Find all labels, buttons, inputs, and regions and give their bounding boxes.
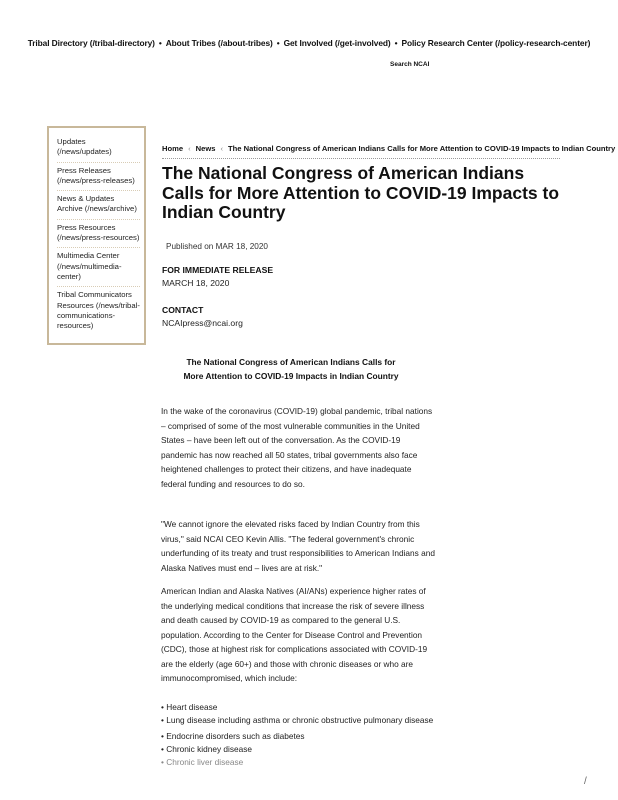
nav-separator: • xyxy=(394,38,398,48)
subhead-line: The National Congress of American Indians Calls for xyxy=(186,357,396,367)
release-date: MARCH 18, 2020 xyxy=(162,278,230,288)
nav-link-get-involved[interactable]: Get Involved (/get-involved) xyxy=(283,38,391,48)
list-item: • Chronic liver disease xyxy=(161,757,244,767)
sidebar-item-archive[interactable]: News & Updates Archive (/news/archive) xyxy=(57,191,140,220)
article-paragraph: In the wake of the coronavirus (COVID-19) global pandemic, tribal nations – comprised of some of the most vulnerable communities in the United States – have been left out of the conversation. As the COVID-19 pandemic has now reached all 50 states, tribal governments also face heightened challenges to protect their citizens, and have inadequate federal funding and resources to do so. xyxy=(161,406,433,489)
breadcrumb-home[interactable]: Home xyxy=(162,144,184,153)
article-subhead xyxy=(160,355,422,383)
release-label: FOR IMMEDIATE RELEASE xyxy=(162,265,274,275)
chevron-left-icon: ‹ xyxy=(220,144,224,153)
sidebar-item-multimedia-center[interactable]: Multimedia Center (/news/multimedia-center) xyxy=(57,248,140,287)
list-item: • Lung disease including asthma or chronic obstructive pulmonary disease xyxy=(161,715,434,725)
sidebar-item-tribal-communicators[interactable]: Tribal Communicators Resources (/news/tribal-communications-resources) xyxy=(57,290,140,331)
nav-separator: • xyxy=(158,38,162,48)
search-ncai-link[interactable]: Search NCAI xyxy=(390,61,430,68)
breadcrumb xyxy=(162,144,616,159)
article-paragraph: "We cannot ignore the elevated risks faced by Indian Country from this virus," said NCAI CEO Kevin Allis. "The federal government's chronic underfunding of its treaty and trust responsibilities to American Indians and Alaska Natives must end – lives are at risk." xyxy=(161,519,435,573)
nav-link-about-tribes[interactable]: About Tribes (/about-tribes) xyxy=(165,38,273,48)
contact-label: CONTACT xyxy=(162,305,204,315)
nav-separator: • xyxy=(276,38,280,48)
contact-email[interactable]: NCAIpress@ncai.org xyxy=(162,318,243,328)
sidebar-item-press-resources[interactable]: Press Resources (/news/press-resources) xyxy=(57,220,140,249)
conditions-list xyxy=(161,701,451,767)
published-date: Published on MAR 18, 2020 xyxy=(166,242,268,251)
chevron-left-icon: ‹ xyxy=(188,144,191,153)
subhead-line: More Attention to COVID-19 Impacts in Indian Country xyxy=(183,371,399,381)
nav-link-tribal-directory[interactable]: Tribal Directory (/tribal-directory) xyxy=(27,38,155,48)
top-navigation xyxy=(0,38,618,48)
news-sidebar xyxy=(47,126,146,345)
list-item: • Heart disease xyxy=(161,702,218,712)
list-item: • Endocrine disorders such as diabetes xyxy=(161,731,305,741)
sidebar-item-press-releases[interactable]: Press Releases (/news/press-releases) xyxy=(57,163,140,192)
list-item: • Chronic kidney disease xyxy=(161,744,252,754)
breadcrumb-news[interactable]: News xyxy=(195,144,216,153)
article-paragraph: American Indian and Alaska Natives (AI/ANs) experience higher rates of the underlying medical conditions that increase the risk of severe illness and death caused by COVID-19 as compared to the general U.S. population. According to the Center for Disease Control and Prevention (CDC), those at highest risk for complications associated with COVID-19 are the elderly (age 60+) and those with chronic diseases or who are immunocompromised, which include: xyxy=(161,586,428,683)
corner-mark: / xyxy=(584,776,587,787)
breadcrumb-current: The National Congress of American Indians Calls for More Attention to COVID-19 Impacts to Indian Country xyxy=(228,144,616,153)
nav-link-policy-research-center[interactable]: Policy Research Center (/policy-research-center) xyxy=(401,38,591,48)
sidebar-item-updates[interactable]: Updates (/news/updates) xyxy=(57,134,140,163)
page-title: The National Congress of American Indians Calls for More Attention to COVID-19 Impacts to Indian Country xyxy=(162,163,560,222)
